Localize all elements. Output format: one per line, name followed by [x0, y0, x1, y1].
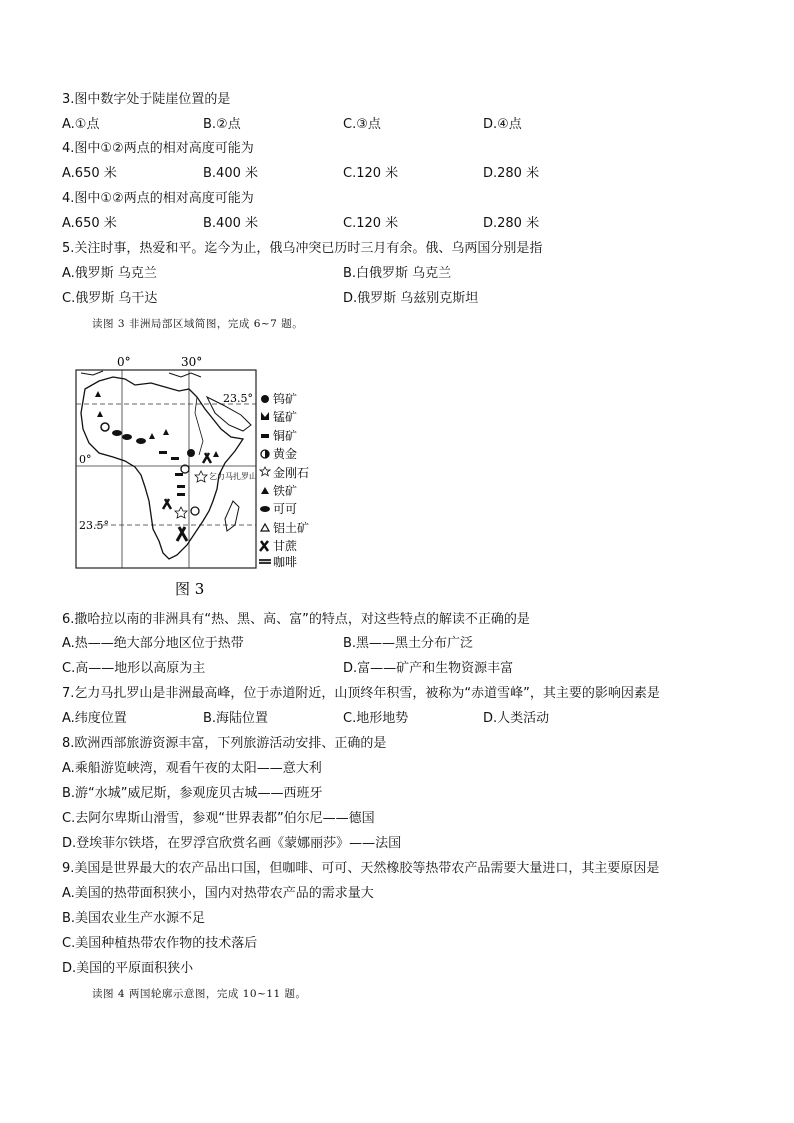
- tropic-of-capricorn-label: 23.5°: [79, 519, 109, 532]
- question-3-option-c: C.③点: [343, 117, 381, 132]
- madagascar-island: [225, 501, 239, 531]
- legend-gold: 黄金: [273, 447, 298, 461]
- bauxite-symbol: [163, 429, 169, 435]
- question-4a-option-c: C.120 米: [343, 166, 399, 181]
- question-8-stem: 8.欧洲西部旅游资源丰富，下列旅游活动安排、正确的是: [62, 736, 387, 751]
- cocoa-symbol: [122, 434, 132, 440]
- legend-sugarcane: 甘蔗: [273, 539, 298, 553]
- question-8-option-b: B.游“水城”威尼斯，参观庞贝古城——西班牙: [62, 786, 323, 801]
- iron-ore-symbol: [149, 433, 155, 439]
- longitude-30-label: 30°: [181, 355, 203, 369]
- diamond-symbol: [195, 471, 207, 482]
- legend-tungsten: 钨矿: [273, 392, 298, 406]
- cocoa-symbol: [136, 438, 146, 444]
- kilimanjaro-label: 乞力马扎罗山: [209, 472, 257, 481]
- question-4b-option-b: B.400 米: [203, 216, 258, 231]
- copper-symbol: [177, 485, 185, 488]
- legend-bauxite: 铝土矿: [273, 521, 310, 535]
- question-5-stem: 5.关注时事，热爱和平。迄今为止，俄乌冲突已历时三月有余。俄、乌两国分别是指: [62, 241, 543, 256]
- legend-diamond: 金刚石: [273, 466, 310, 480]
- question-9-stem: 9.美国是世界最大的农产品出口国，但咖啡、可可、天然橡胶等热带农产品需要大量进口，其主要原因是: [62, 861, 660, 876]
- question-3-stem: 3.图中数字处于陡崖位置的是: [62, 92, 231, 107]
- europe-coast: [81, 371, 103, 375]
- figure-3-caption: 图 3: [175, 580, 205, 598]
- sugarcane-symbol: [163, 499, 171, 509]
- question-5-option-d: D.俄罗斯 乌兹别克斯坦: [343, 291, 479, 306]
- copper-symbol: [159, 451, 167, 454]
- diamond-symbol: [175, 507, 187, 518]
- question-7-option-a: A.纬度位置: [62, 711, 127, 726]
- africa-map-svg: [73, 353, 343, 601]
- map-legend: [259, 392, 309, 569]
- question-6-option-c: C.高——地形以高原为主: [62, 661, 206, 676]
- iron-ore-symbol: [97, 411, 103, 417]
- question-9-option-d: D.美国的平原面积狭小: [62, 961, 194, 976]
- question-4a-option-a: A.650 米: [62, 166, 117, 181]
- sugarcane-legend-icon: [260, 541, 268, 551]
- copper-symbol: [175, 473, 183, 476]
- question-3-option-d: D.④点: [483, 117, 522, 132]
- iron-ore-symbol: [95, 391, 101, 397]
- reading-note-figure-3: 读图 3 非洲局部区域简图，完成 6~7 题。: [92, 318, 304, 330]
- question-4a-option-b: B.400 米: [203, 166, 258, 181]
- gold-symbol: [191, 507, 199, 515]
- question-3-option-b: B.②点: [203, 117, 241, 132]
- question-7-option-c: C.地形地势: [343, 711, 409, 726]
- copper-legend-icon: [261, 434, 269, 438]
- sugarcane-symbol: [203, 453, 211, 463]
- asia-coast: [169, 373, 201, 377]
- africa-map-figure: [73, 353, 343, 601]
- question-9-option-b: B.美国农业生产水源不足: [62, 911, 206, 926]
- question-4a-stem: 4.图中①②两点的相对高度可能为: [62, 141, 254, 156]
- question-4a-option-d: D.280 米: [483, 166, 540, 181]
- question-8-option-d: D.登埃菲尔铁塔，在罗浮宫欣赏名画《蒙娜丽莎》——法国: [62, 836, 402, 851]
- manganese-legend-icon: [261, 412, 269, 420]
- iron-ore-symbol: [213, 451, 219, 457]
- question-5-option-c: C.俄罗斯 乌干达: [62, 291, 158, 306]
- question-7-option-d: D.人类活动: [483, 711, 550, 726]
- question-8-option-a: A.乘船游览峡湾，观看午夜的太阳——意大利: [62, 761, 322, 776]
- sugarcane-symbol: [177, 527, 187, 541]
- question-6-option-d: D.富——矿产和生物资源丰富: [343, 661, 514, 676]
- question-7-option-b: B.海陆位置: [203, 711, 269, 726]
- legend-iron-ore: 铁矿: [273, 484, 298, 498]
- question-5-option-b: B.白俄罗斯 乌克兰: [343, 266, 452, 281]
- question-4b-stem: 4.图中①②两点的相对高度可能为: [62, 191, 254, 206]
- nile-river: [195, 397, 203, 455]
- diamond-legend-icon: [260, 467, 270, 476]
- question-8-option-c: C.去阿尔卑斯山滑雪，参观“世界表都”伯尔尼——德国: [62, 811, 375, 826]
- bauxite-legend-icon: [261, 524, 269, 531]
- question-3-option-a: A.①点: [62, 117, 100, 132]
- legend-copper: 铜矿: [273, 429, 298, 443]
- question-4b-option-c: C.120 米: [343, 216, 399, 231]
- question-4b-option-a: A.650 米: [62, 216, 117, 231]
- question-7-stem: 7.乞力马扎罗山是非洲最高峰，位于赤道附近，山顶终年积雪，被称为“赤道雪峰”，其主要的影响因素是: [62, 686, 660, 701]
- equator-label: 0°: [79, 453, 92, 466]
- legend-coffee: 咖啡: [273, 555, 298, 569]
- question-9-option-c: C.美国种植热带农作物的技术落后: [62, 936, 258, 951]
- copper-symbol: [171, 457, 179, 460]
- gold-symbol: [187, 449, 195, 457]
- legend-cocoa: 可可: [273, 502, 298, 516]
- cocoa-legend-icon: [260, 506, 270, 512]
- question-4b-option-d: D.280 米: [483, 216, 540, 231]
- cocoa-symbol: [112, 430, 122, 436]
- copper-symbol: [177, 493, 185, 496]
- iron-ore-legend-icon: [261, 487, 269, 494]
- tropic-of-cancer-label: 23.5°: [223, 392, 253, 405]
- question-6-option-a: A.热——绝大部分地区位于热带: [62, 636, 244, 651]
- tungsten-legend-icon: [261, 395, 269, 403]
- question-6-stem: 6.撒哈拉以南的非洲具有“热、黑、高、富”的特点，对这些特点的解读不正确的是: [62, 612, 530, 627]
- question-6-option-b: B.黑——黑土分布广泛: [343, 636, 474, 651]
- legend-manganese: 锰矿: [273, 410, 298, 424]
- longitude-0-label: 0°: [117, 355, 131, 369]
- tungsten-symbol: [101, 423, 109, 431]
- question-9-option-a: A.美国的热带面积狭小，国内对热带农产品的需求量大: [62, 886, 374, 901]
- reading-note-figure-4: 读图 4 两国轮廓示意图，完成 10~11 题。: [92, 988, 307, 1000]
- question-5-option-a: A.俄罗斯 乌克兰: [62, 266, 157, 281]
